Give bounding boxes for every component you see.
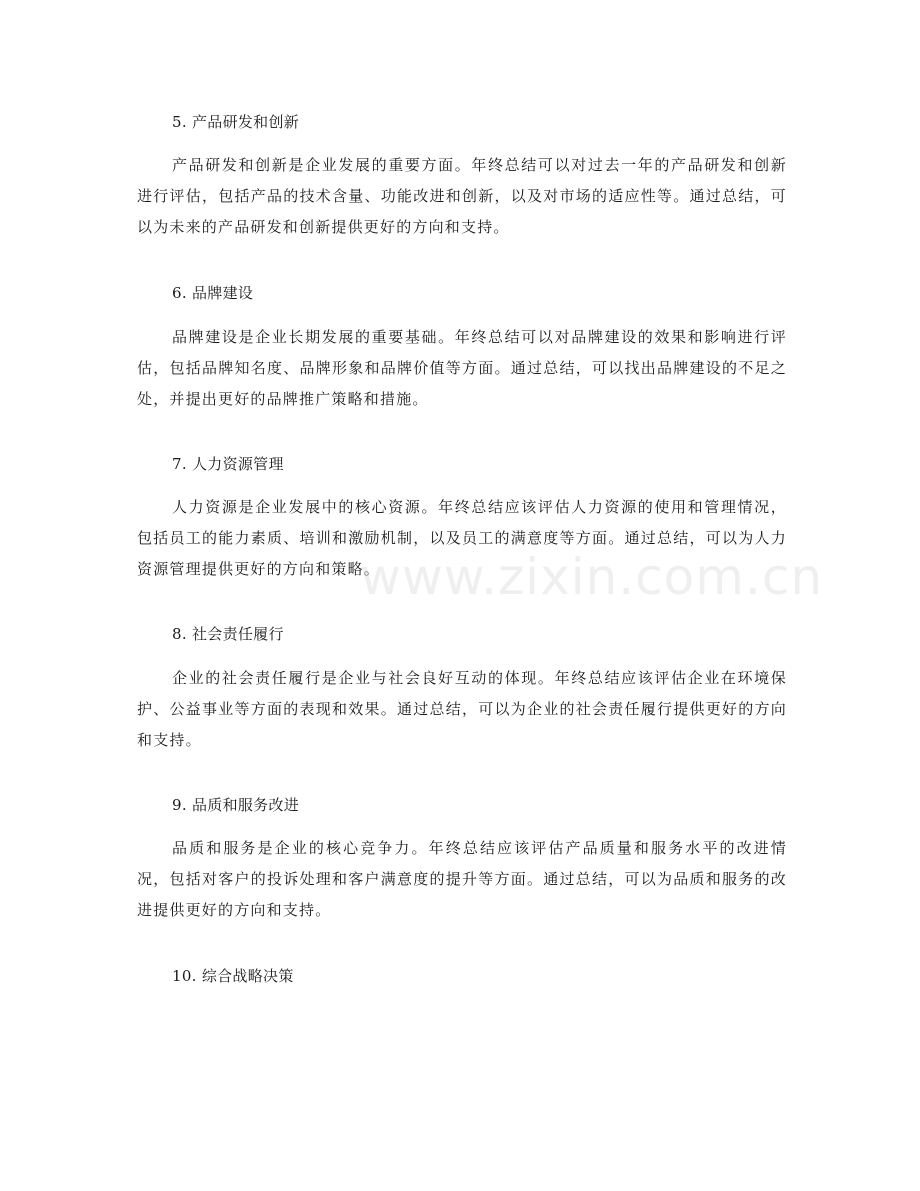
section-body-7: 人力资源是企业发展中的核心资源。年终总结应该评估人力资源的使用和管理情况，包括员工的能力素质、培训和激励机制，以及员工的满意度等方面。通过总结，可以为人力资源管理提供更好的方向和策略。 bbox=[137, 498, 787, 578]
section-heading-5: 5. 产品研发和创新 bbox=[172, 113, 300, 131]
section-body-6: 品牌建设是企业长期发展的重要基础。年终总结可以对品牌建设的效果和影响进行评估，包括品牌知名度、品牌形象和品牌价值等方面。通过总结，可以找出品牌建设的不足之处，并提出更好的品牌推广策略和措施。 bbox=[137, 328, 787, 408]
section-body-9: 品质和服务是企业的核心竞争力。年终总结应该评估产品质量和服务水平的改进情况，包括对客户的投诉处理和客户满意度的提升等方面。通过总结，可以为品质和服务的改进提供更好的方向和支持。 bbox=[137, 839, 787, 919]
section-heading-9: 9. 品质和服务改进 bbox=[172, 796, 300, 814]
section-heading-7: 7. 人力资源管理 bbox=[172, 455, 284, 473]
section-body-8: 企业的社会责任履行是企业与社会良好互动的体现。年终总结应该评估企业在环境保护、公益事业等方面的表现和效果。通过总结，可以为企业的社会责任履行提供更好的方向和支持。 bbox=[137, 669, 787, 749]
section-heading-8: 8. 社会责任履行 bbox=[172, 625, 284, 643]
watermark-text: www.zixin.com.cn bbox=[360, 548, 824, 606]
section-heading-6: 6. 品牌建设 bbox=[172, 284, 254, 302]
section-body-5: 产品研发和创新是企业发展的重要方面。年终总结可以对过去一年的产品研发和创新进行评估，包括产品的技术含量、功能改进和创新，以及对市场的适应性等。通过总结，可以为未来的产品研发和创新提供更好的方向和支持。 bbox=[137, 156, 787, 236]
section-heading-10: 10. 综合战略决策 bbox=[172, 967, 294, 985]
